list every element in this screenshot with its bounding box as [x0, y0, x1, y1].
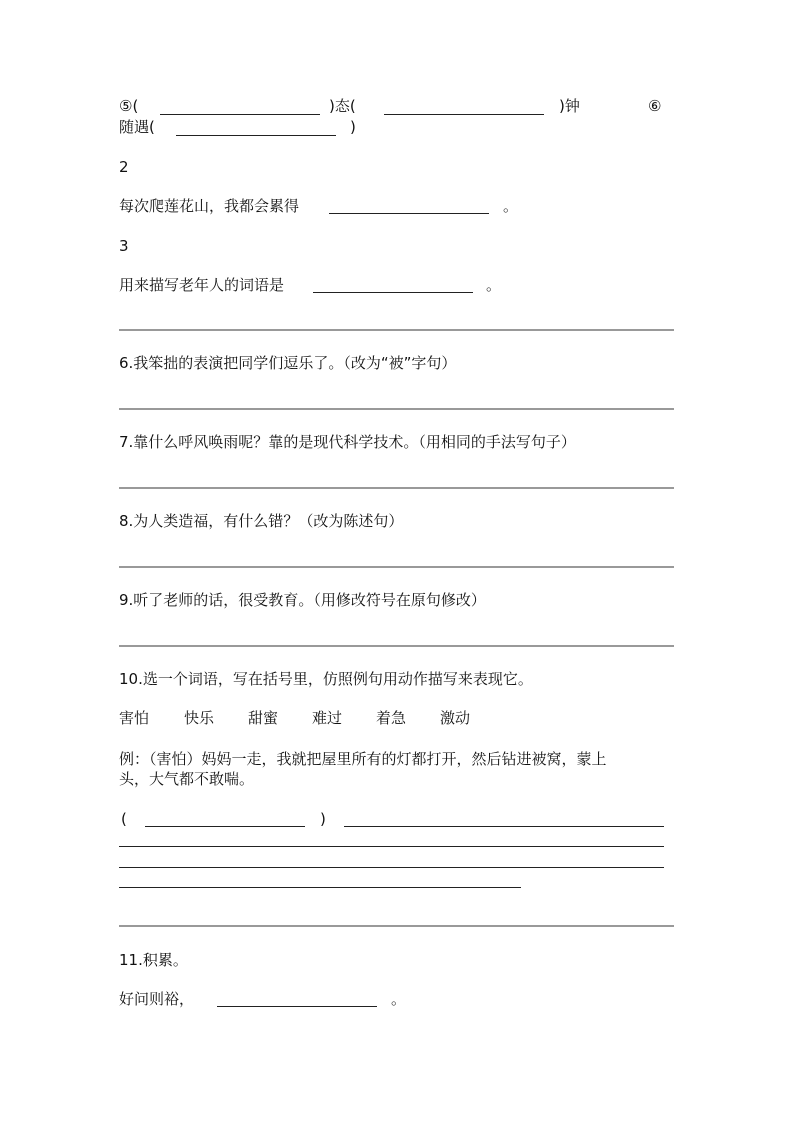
sub2-text: 每次爬莲花山，我都会累得 [119, 197, 300, 215]
question-9: 9.听了老师的话，很受教育。（用修改符号在原句修改） [119, 591, 486, 609]
q11-text: 好问则裕， [119, 990, 195, 1008]
item5-prefix: ⑤( [119, 97, 139, 115]
answer-line[interactable] [119, 925, 674, 927]
sub2-end: 。 [503, 197, 519, 215]
answer-line[interactable] [119, 329, 674, 331]
close-paren: ) [320, 810, 326, 828]
option-word: 着急 [376, 709, 407, 727]
sub3-text: 用来描写老年人的词语是 [119, 276, 285, 294]
item6-end: ) [350, 118, 356, 136]
option-word: 快乐 [184, 709, 215, 727]
writing-line[interactable] [119, 846, 664, 847]
question-6: 6.我笨拙的表演把同学们逗乐了。（改为“被”字句） [119, 354, 457, 372]
question-10-title: 10.选一个词语，写在括号里，仿照例句用动作描写来表现它。 [119, 670, 533, 688]
question-8: 8.为人类造福，有什么错？（改为陈述句） [119, 512, 404, 530]
sub2-blank[interactable] [329, 213, 489, 214]
item5-blank-1[interactable] [160, 114, 320, 115]
item5-blank-2[interactable] [384, 114, 544, 115]
sub2-number: 2 [119, 158, 129, 176]
example-line-2: 头，大气都不敢喘。 [119, 770, 255, 788]
sub3-number: 3 [119, 237, 129, 255]
example-line-1: 例：（害怕）妈妈一走，我就把屋里所有的灯都打开，然后钻进被窝，蒙上 [119, 750, 607, 768]
writing-line[interactable] [344, 826, 664, 827]
option-word: 激动 [440, 709, 471, 727]
item5-mid: )态( [329, 97, 356, 115]
answer-line[interactable] [119, 645, 674, 647]
question-7: 7.靠什么呼风唤雨呢？靠的是现代科学技术。（用相同的手法写句子） [119, 433, 576, 451]
sub3-blank[interactable] [313, 292, 473, 293]
sub3-end: 。 [486, 276, 502, 294]
answer-line[interactable] [119, 487, 674, 489]
item5-end: )钟 [559, 97, 580, 115]
answer-line[interactable] [119, 408, 674, 410]
item6-num: ⑥ [648, 97, 662, 115]
word-choice-blank[interactable] [145, 826, 305, 827]
writing-line[interactable] [119, 867, 664, 868]
open-paren: ( [121, 810, 127, 828]
option-word: 害怕 [119, 709, 150, 727]
writing-line[interactable] [119, 887, 521, 888]
q11-blank[interactable] [217, 1006, 377, 1007]
item6-prefix: 随遇( [119, 118, 155, 136]
option-word: 甜蜜 [248, 709, 279, 727]
answer-line[interactable] [119, 566, 674, 568]
option-word: 难过 [312, 709, 343, 727]
question-11-title: 11.积累。 [119, 951, 188, 969]
item6-blank[interactable] [176, 135, 336, 136]
q11-end: 。 [391, 990, 407, 1008]
